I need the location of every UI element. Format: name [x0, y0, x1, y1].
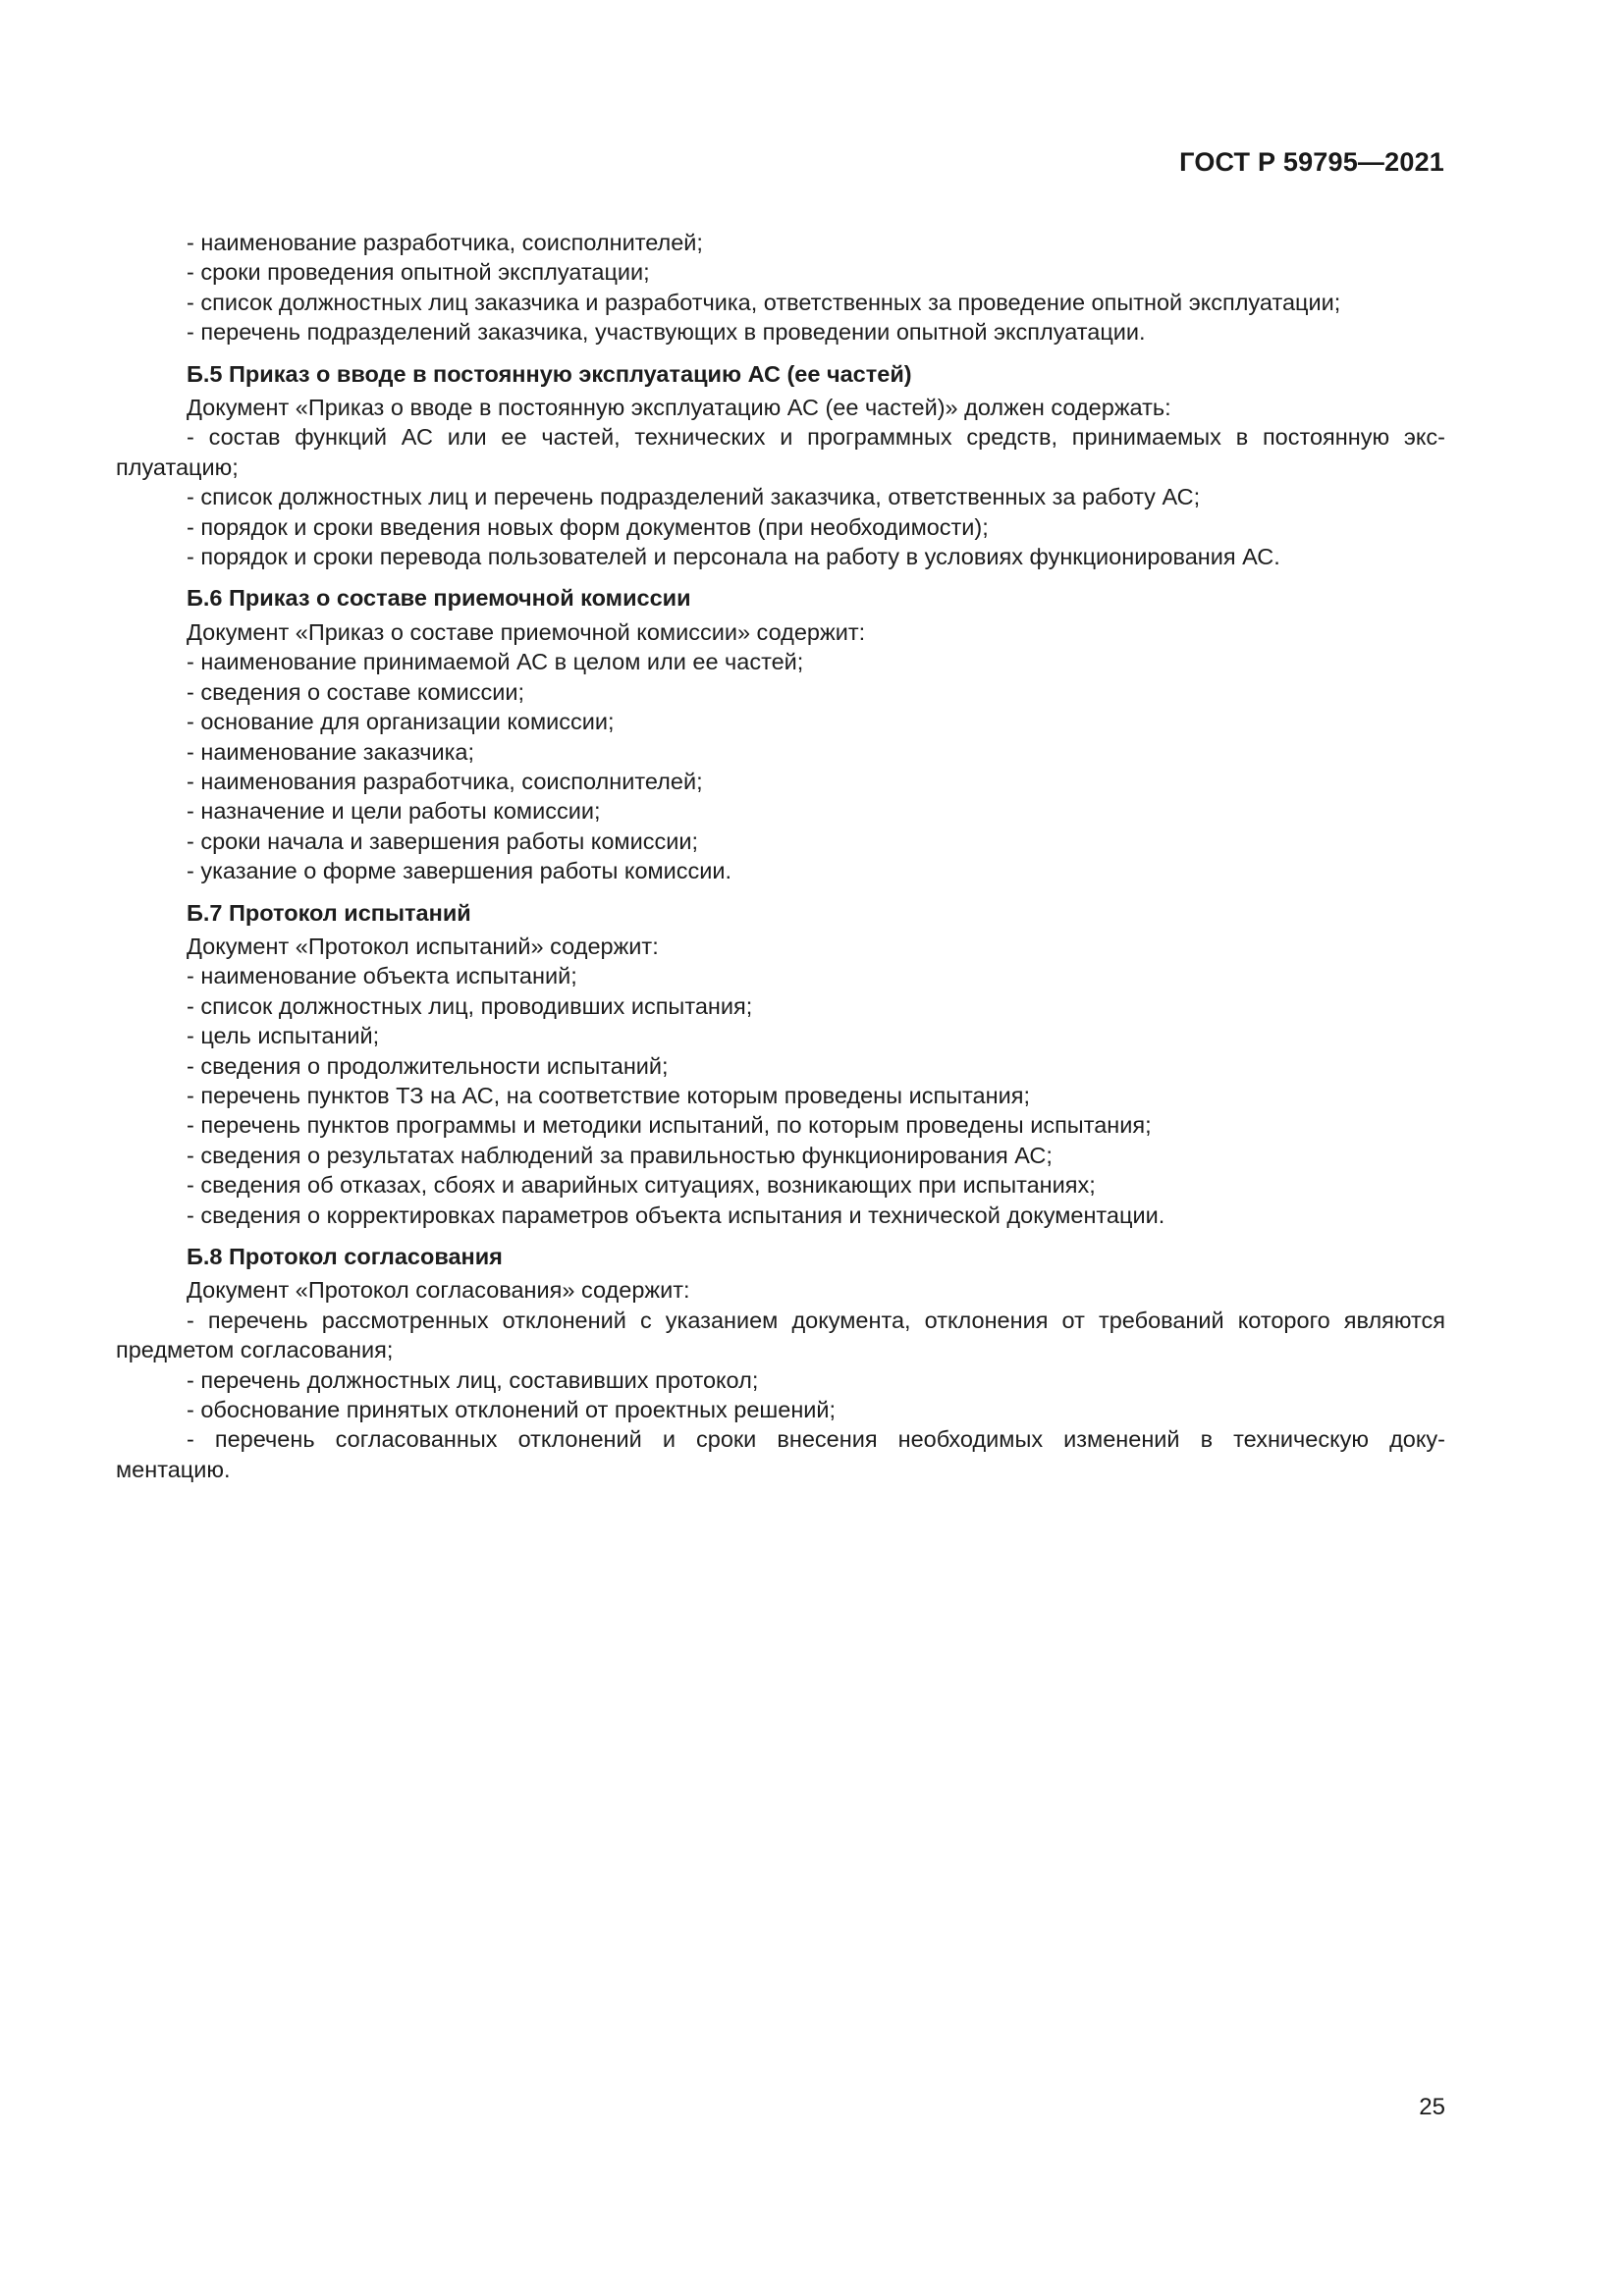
list-item: - наименование заказчика; — [187, 738, 475, 765]
page-number: 25 — [1419, 2094, 1445, 2120]
section-heading: Б.6 Приказ о составе приемочной комиссии — [187, 585, 691, 612]
page-content — [116, 228, 1445, 1484]
list-item: - порядок и сроки перевода пользователей и персонала на работу в условиях функционирования АС. — [187, 544, 1280, 570]
list-item: - список должностных лиц, проводивших испытания; — [187, 992, 753, 1019]
list-item: - перечень пунктов ТЗ на АС, на соответствие которым проведены испытания; — [187, 1082, 1030, 1108]
section-intro: Документ «Протокол испытаний» содержит: — [187, 933, 659, 959]
list-item: - цель испытаний; — [187, 1023, 380, 1049]
list-item: - обоснование принятых отклонений от проектных решений; — [187, 1397, 837, 1423]
list-item-continuation: ментацию. — [116, 1456, 231, 1482]
list-item: - сведения об отказах, сбоях и аварийных ситуациях, возникающих при испытаниях; — [187, 1172, 1096, 1199]
list-item: - сроки проведения опытной эксплуатации; — [187, 259, 650, 286]
list-item: - сроки начала и завершения работы комиссии; — [187, 828, 698, 854]
section-intro: Документ «Протокол согласования» содержит: — [187, 1277, 690, 1304]
list-item: - перечень пунктов программы и методики испытаний, по которым проведены испытания; — [187, 1112, 1152, 1139]
list-item-continuation: предметом согласования; — [116, 1337, 394, 1363]
list-item-continuation: плуатацию; — [116, 454, 239, 480]
list-item: - состав функций АС или ее частей, технических и программных средств, принимаемых в постоянную экс- — [187, 424, 1445, 451]
list-item: - сведения о составе комиссии; — [187, 678, 525, 705]
list-item: - основание для организации комиссии; — [187, 709, 615, 735]
list-item: - наименование объекта испытаний; — [187, 963, 577, 989]
list-item: - наименование разработчика, соисполнителей; — [187, 230, 703, 255]
list-item: - назначение и цели работы комиссии; — [187, 798, 601, 825]
list-item: - сведения о корректировках параметров объекта испытания и технической документации. — [187, 1201, 1165, 1228]
list-item: - список должностных лиц заказчика и разработчика, ответственных за проведение опытной эксплуатации; — [187, 289, 1341, 315]
list-item: - наименование принимаемой АС в целом или ее частей; — [187, 649, 804, 675]
section-heading: Б.7 Протокол испытаний — [187, 899, 471, 926]
section-b5 — [116, 359, 1445, 572]
list-item: - наименования разработчика, соисполнителей; — [187, 768, 703, 794]
list-item: - сведения о результатах наблюдений за правильностью функционирования АС; — [187, 1142, 1053, 1168]
section-heading: Б.8 Протокол согласования — [187, 1244, 503, 1269]
section-heading: Б.5 Приказ о вводе в постоянную эксплуатацию АС (ее частей) — [187, 360, 912, 387]
list-item: - указание о форме завершения работы комиссии. — [187, 858, 732, 884]
list-item: - перечень согласованных отклонений и сроки внесения необходимых изменений в техническую доку- — [187, 1426, 1445, 1453]
list-item: - перечень подразделений заказчика, участвующих в проведении опытной эксплуатации. — [187, 319, 1146, 346]
section-b7 — [116, 898, 1445, 1230]
list-item: - перечень рассмотренных отклонений с указанием документа, отклонения от требований которого являются — [187, 1307, 1445, 1333]
section-b6 — [116, 583, 1445, 885]
section-b8 — [116, 1242, 1445, 1484]
section-intro: Документ «Приказ о вводе в постоянную эксплуатацию АС (ее частей)» должен содержать: — [187, 395, 1171, 421]
list-item: - сведения о продолжительности испытаний; — [187, 1052, 669, 1079]
list-item: - перечень должностных лиц, составивших протокол; — [187, 1366, 759, 1393]
intro-list — [116, 228, 1445, 347]
list-item: - порядок и сроки введения новых форм документов (при необходимости); — [187, 513, 989, 540]
section-intro: Документ «Приказ о составе приемочной комиссии» содержит: — [187, 618, 866, 645]
standard-designation: ГОСТ Р 59795—2021 — [1179, 147, 1444, 177]
list-item: - список должностных лиц и перечень подразделений заказчика, ответственных за работу АС; — [187, 484, 1201, 510]
